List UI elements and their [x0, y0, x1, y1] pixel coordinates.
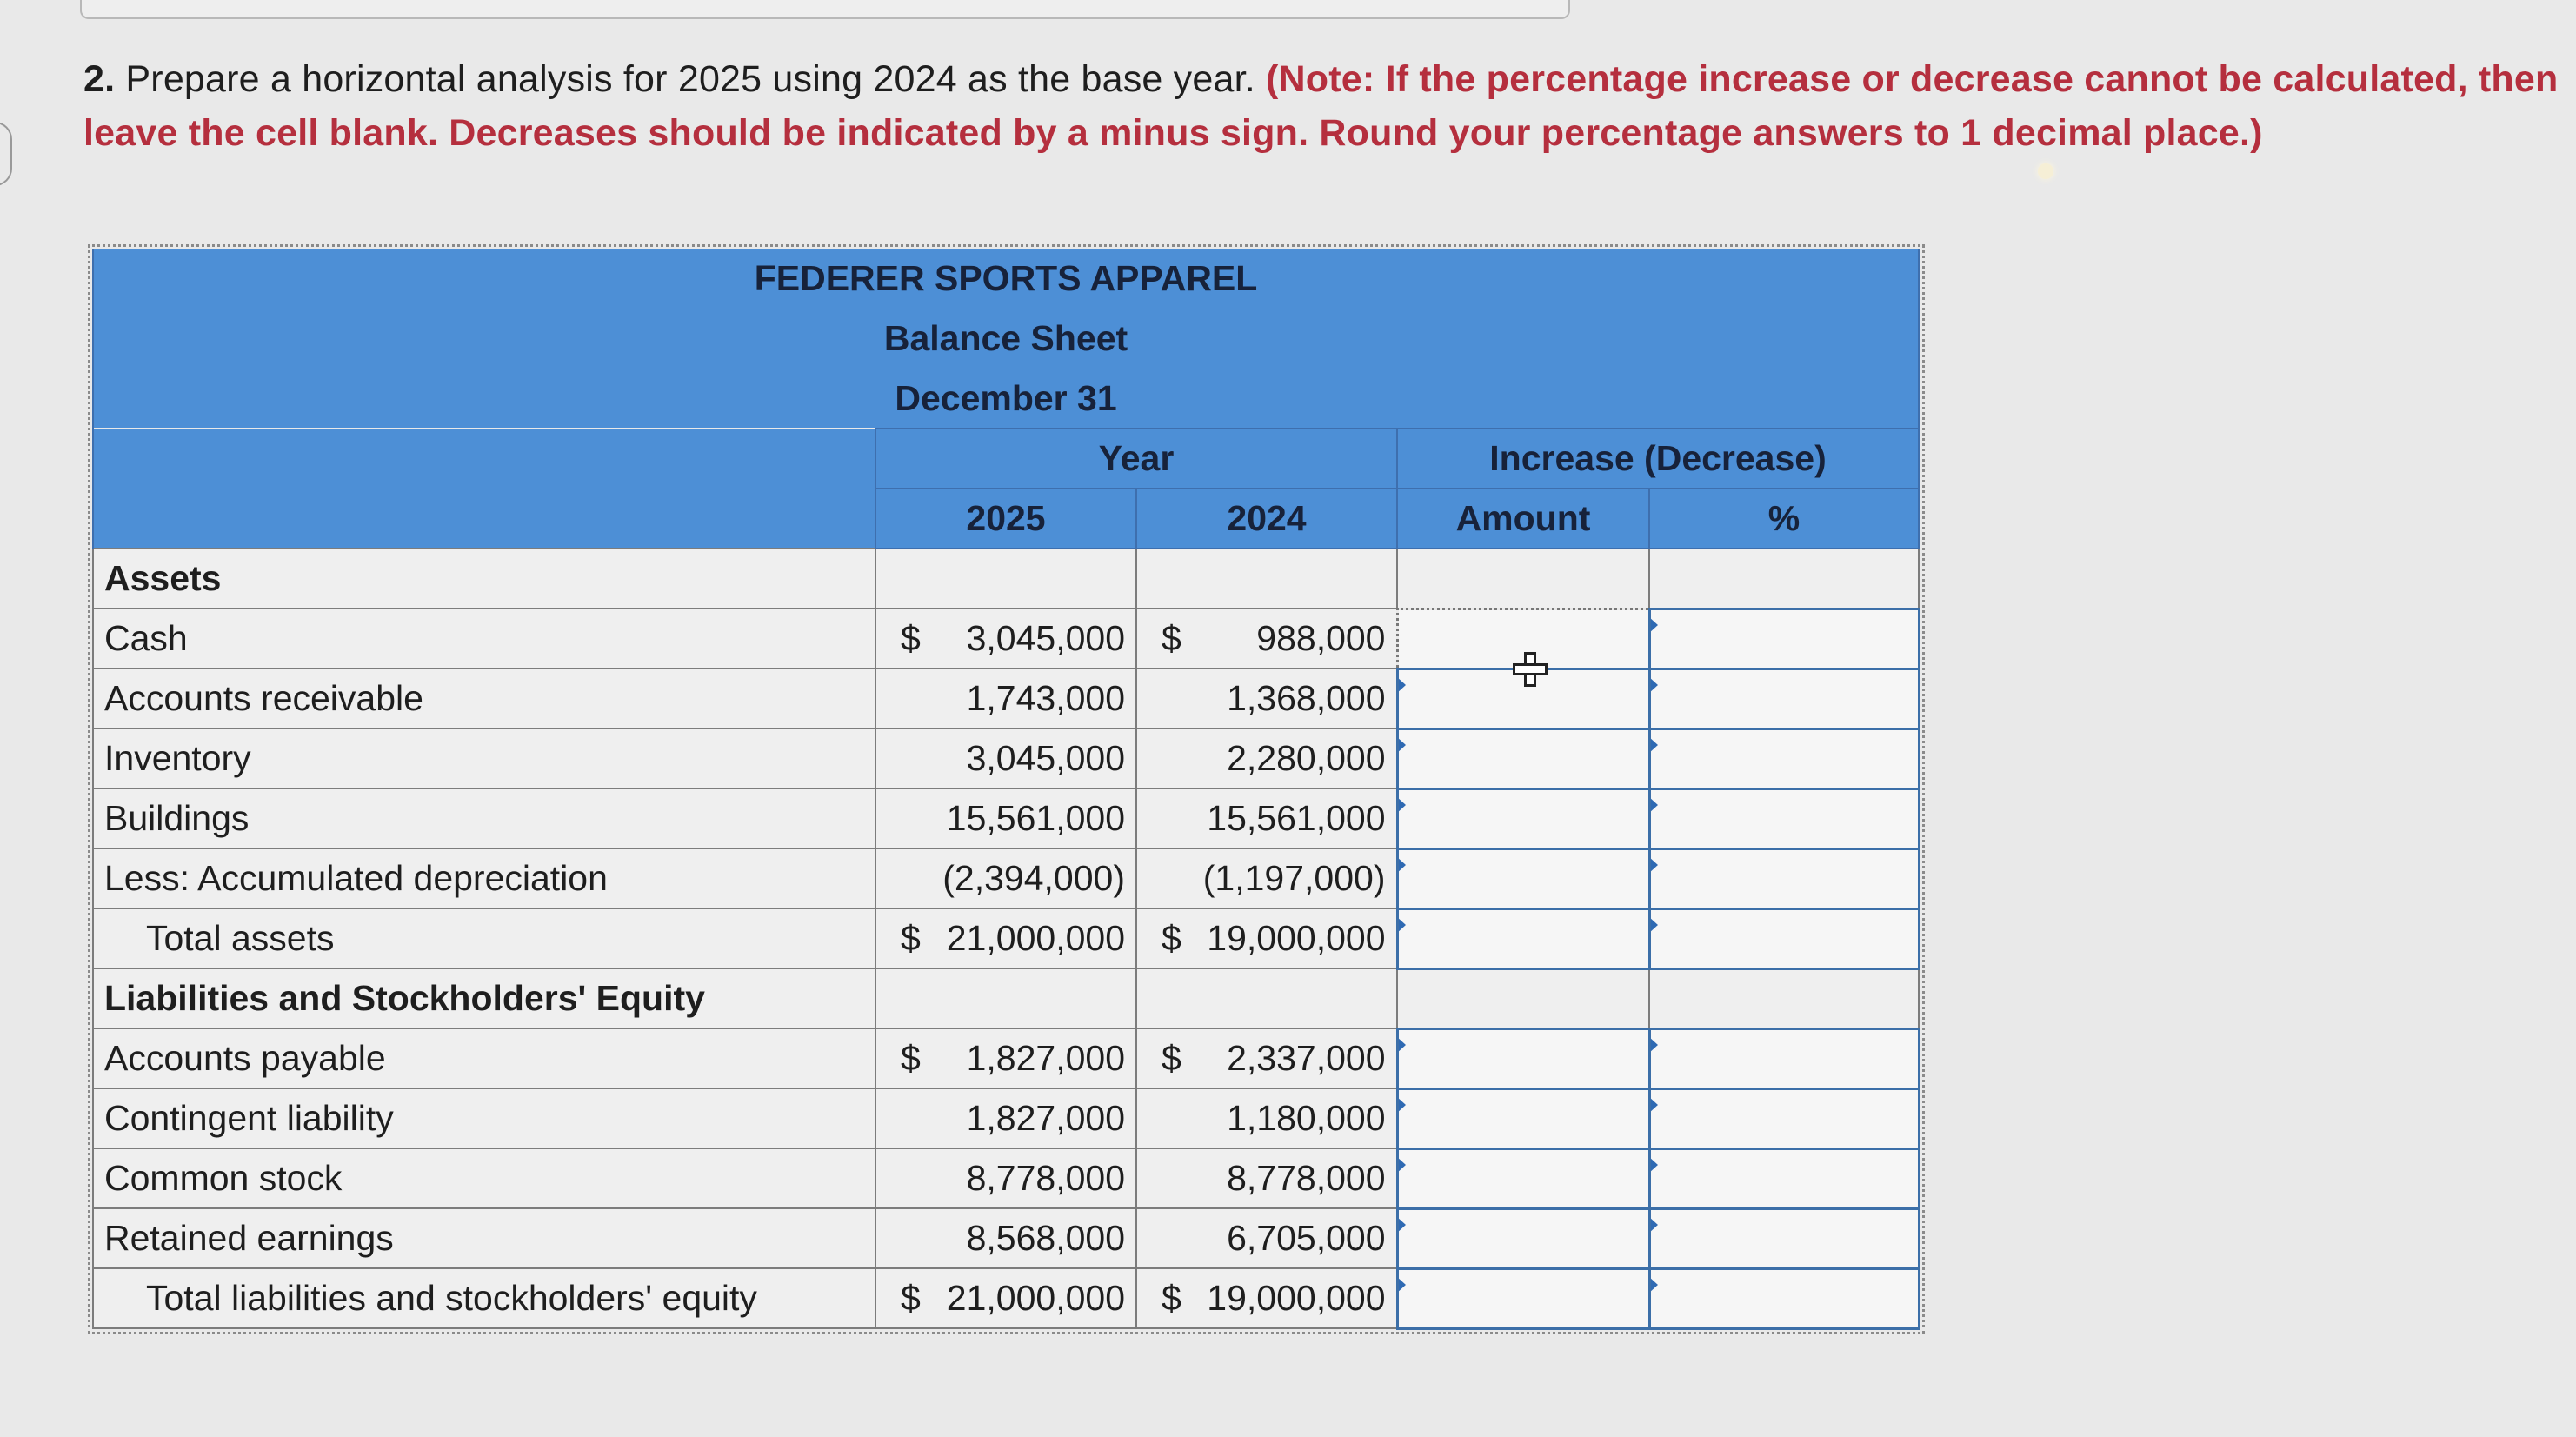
pct-input-accounts-receivable[interactable] — [1649, 669, 1919, 728]
pct-input-contingent-liability[interactable] — [1649, 1088, 1919, 1148]
value-2024: 1,180,000 — [1136, 1088, 1397, 1148]
liabilities-heading: Liabilities and Stockholders' Equity — [93, 968, 875, 1028]
statement-date: December 31 — [93, 369, 1919, 429]
currency-sign: $ — [1162, 1038, 1181, 1078]
company-name: FEDERER SPORTS APPAREL — [93, 249, 1919, 309]
pct-input-common-stock[interactable] — [1649, 1148, 1919, 1208]
row-label: Common stock — [93, 1148, 875, 1208]
value-2024: 988,000 — [1256, 618, 1386, 658]
change-header: Increase (Decrease) — [1397, 429, 1919, 489]
assets-heading-row — [93, 549, 1919, 609]
table-row — [93, 848, 1919, 908]
header-row-company — [93, 249, 1919, 309]
row-label: Retained earnings — [93, 1208, 875, 1268]
question-number: 2. — [83, 58, 116, 100]
currency-sign: $ — [901, 618, 921, 658]
row-label: Less: Accumulated depreciation — [93, 848, 875, 908]
pct-input-total-liabilities-equity[interactable] — [1649, 1268, 1919, 1328]
value-2025: 21,000,000 — [946, 1278, 1125, 1318]
col-pct: % — [1649, 489, 1919, 549]
pct-input-buildings[interactable] — [1649, 788, 1919, 848]
question-instructions — [83, 52, 2576, 160]
side-tab-edge — [0, 122, 12, 186]
row-label: Accounts receivable — [93, 669, 875, 728]
amount-input-accumulated-depreciation[interactable] — [1397, 848, 1649, 908]
row-label: Accounts payable — [93, 1028, 875, 1088]
row-label: Buildings — [93, 788, 875, 848]
statement-name: Balance Sheet — [93, 309, 1919, 369]
row-label: Total liabilities and stockholders' equity — [93, 1268, 875, 1328]
col-2024: 2024 — [1136, 489, 1397, 549]
previous-panel-edge — [80, 0, 1570, 19]
currency-sign: $ — [1162, 918, 1181, 958]
total-row — [93, 908, 1919, 968]
header-row-groups — [93, 429, 1919, 489]
pct-input-inventory[interactable] — [1649, 728, 1919, 788]
value-2025: 8,568,000 — [875, 1208, 1136, 1268]
pct-input-cash[interactable] — [1649, 609, 1919, 669]
value-2025: 1,743,000 — [875, 669, 1136, 728]
table-row — [93, 1088, 1919, 1148]
currency-sign: $ — [901, 1038, 921, 1078]
header-blank — [93, 489, 875, 549]
table-row — [93, 1208, 1919, 1268]
row-label: Contingent liability — [93, 1088, 875, 1148]
question-note: (Note: If the percentage increase or decrease cannot be calculated, then leave the cell blank. Decreases should be indicated by a minus sign. Round your percentage answers to 1 decimal place.) — [83, 58, 2559, 154]
liabilities-heading-row — [93, 968, 1919, 1028]
table-row — [93, 788, 1919, 848]
amount-input-total-assets[interactable] — [1397, 908, 1649, 968]
header-row-statement — [93, 309, 1919, 369]
col-2025: 2025 — [875, 489, 1136, 549]
value-2025: 1,827,000 — [966, 1038, 1125, 1078]
value-2025: 15,561,000 — [875, 788, 1136, 848]
value-2024: (1,197,000) — [1136, 848, 1397, 908]
table-row — [93, 609, 1919, 669]
value-2024: 2,337,000 — [1227, 1038, 1386, 1078]
table-row — [93, 1148, 1919, 1208]
header-row-date — [93, 369, 1919, 429]
currency-sign: $ — [1162, 618, 1181, 658]
col-amount: Amount — [1397, 489, 1649, 549]
amount-input-accounts-payable[interactable] — [1397, 1028, 1649, 1088]
value-2025: 8,778,000 — [875, 1148, 1136, 1208]
currency-sign: $ — [901, 918, 921, 958]
horizontal-analysis-table — [92, 249, 1920, 1330]
amount-input-total-liabilities-equity[interactable] — [1397, 1268, 1649, 1328]
total-row — [93, 1268, 1919, 1328]
amount-input-retained-earnings[interactable] — [1397, 1208, 1649, 1268]
value-2024: 15,561,000 — [1136, 788, 1397, 848]
pct-input-total-assets[interactable] — [1649, 908, 1919, 968]
cursor-crosshair-icon — [1513, 652, 1548, 687]
value-2024: 1,368,000 — [1136, 669, 1397, 728]
pct-input-retained-earnings[interactable] — [1649, 1208, 1919, 1268]
row-label: Inventory — [93, 728, 875, 788]
table-row — [93, 669, 1919, 728]
amount-input-common-stock[interactable] — [1397, 1148, 1649, 1208]
value-2025: 3,045,000 — [875, 728, 1136, 788]
light-reflection — [2038, 163, 2053, 179]
assets-heading: Assets — [93, 549, 875, 609]
value-2024: 19,000,000 — [1207, 918, 1386, 958]
amount-input-inventory[interactable] — [1397, 728, 1649, 788]
value-2025: 3,045,000 — [966, 618, 1125, 658]
row-label: Cash — [93, 609, 875, 669]
header-blank — [93, 429, 875, 489]
value-2024: 19,000,000 — [1207, 1278, 1386, 1318]
value-2024: 2,280,000 — [1136, 728, 1397, 788]
value-2024: 8,778,000 — [1136, 1148, 1397, 1208]
year-header: Year — [875, 429, 1397, 489]
value-2025: (2,394,000) — [875, 848, 1136, 908]
currency-sign: $ — [1162, 1278, 1181, 1318]
amount-input-buildings[interactable] — [1397, 788, 1649, 848]
table-row — [93, 1028, 1919, 1088]
header-row-columns — [93, 489, 1919, 549]
currency-sign: $ — [901, 1278, 921, 1318]
pct-input-accumulated-depreciation[interactable] — [1649, 848, 1919, 908]
value-2025: 1,827,000 — [875, 1088, 1136, 1148]
row-label: Total assets — [93, 908, 875, 968]
table-row — [93, 728, 1919, 788]
value-2024: 6,705,000 — [1136, 1208, 1397, 1268]
question-text: Prepare a horizontal analysis for 2025 using 2024 as the base year. — [125, 58, 1255, 100]
amount-input-contingent-liability[interactable] — [1397, 1088, 1649, 1148]
pct-input-accounts-payable[interactable] — [1649, 1028, 1919, 1088]
value-2025: 21,000,000 — [946, 918, 1125, 958]
